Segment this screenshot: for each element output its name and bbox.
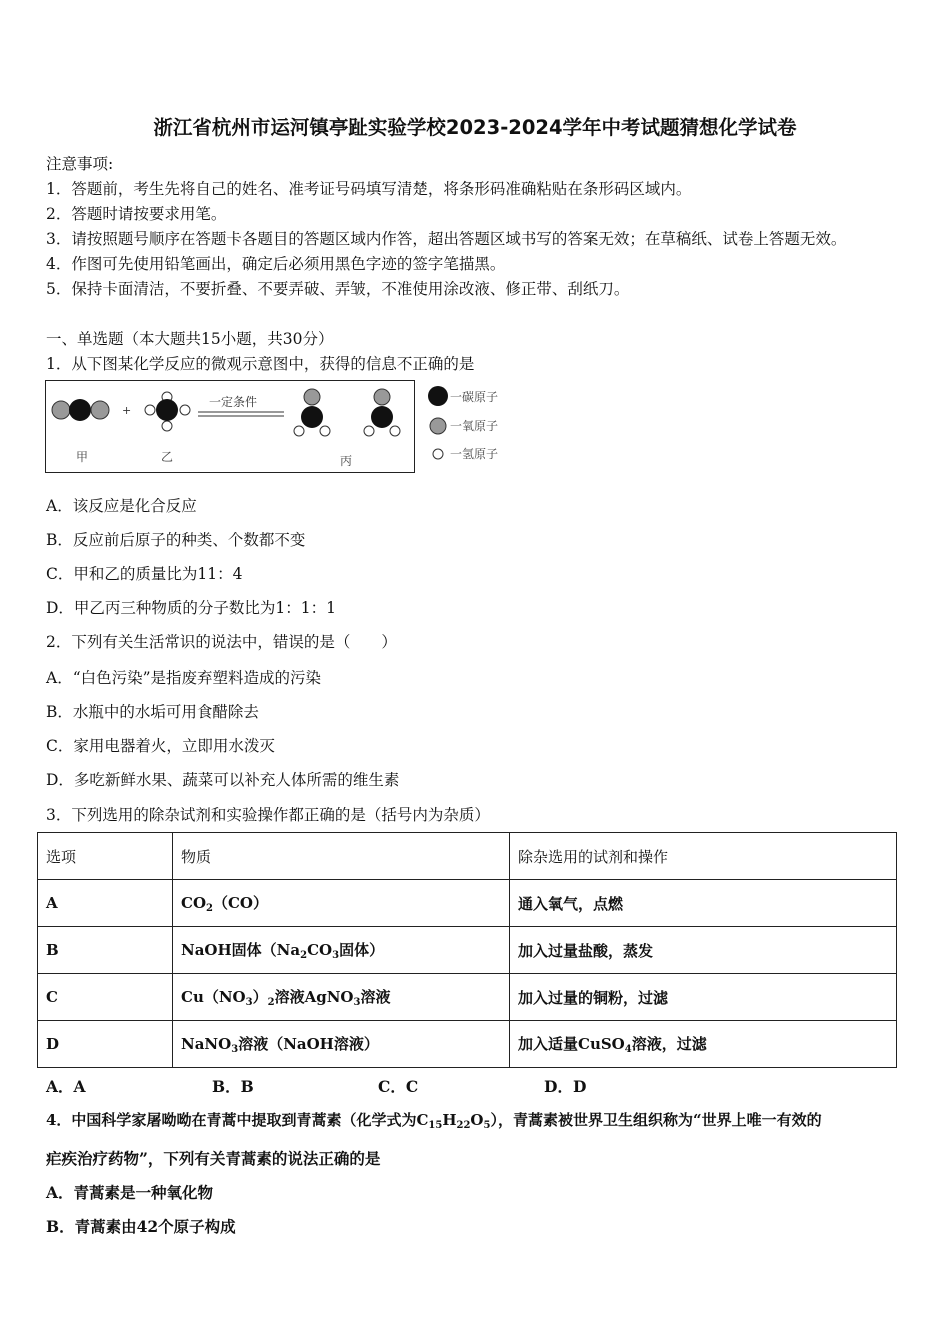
option-cell: A [38, 880, 173, 927]
molecule-diagram [46, 381, 414, 472]
notice-item: 1．答题前，考生先将自己的姓名、准考证号码填写清楚，将条形码准确粘贴在条形码区域内。 [46, 180, 692, 198]
carbon-atom [156, 399, 178, 421]
option-cell: C [38, 974, 173, 1021]
option: A．该反应是化合反应 [46, 497, 197, 515]
notice-item: 4．作图可先使用铅笔画出，确定后必须用黑色字迹的签字笔描黑。 [46, 255, 506, 273]
label-yi: 乙 [161, 450, 174, 464]
notice-item: 2．答题时请按要求用笔。 [46, 205, 227, 223]
hydrogen-atom [162, 421, 172, 431]
oxygen-atom [91, 401, 109, 419]
operation-cell: 加入过量的铜粉，过滤 [510, 974, 897, 1021]
choice: C．C [378, 1077, 419, 1096]
hydrogen-legend-icon [433, 449, 443, 459]
option: B．水瓶中的水垢可用食醋除去 [46, 703, 259, 721]
plus-sign: + [122, 404, 132, 417]
option: D．多吃新鲜水果、蔬菜可以补充人体所需的维生素 [46, 771, 400, 789]
legend-carbon: 一碳原子 [450, 390, 499, 404]
hydrogen-atom [364, 426, 374, 436]
substance-cell: NaOH固体（$Na_2CO_3$固体） [173, 927, 510, 974]
option-cell: B [38, 927, 173, 974]
oxygen-legend-icon [430, 418, 446, 434]
notice-item: 3．请按照题号顺序在答题卡各题目的答题区域内作答，超出答题区域书写的答案无效；在草稿纸、试卷上答题无效。 [46, 230, 847, 248]
table-row [38, 927, 897, 974]
question-1-stem: 1．从下图某化学反应的微观示意图中，获得的信息不正确的是 [46, 355, 475, 373]
carbon-atom [69, 399, 91, 421]
option: C．甲和乙的质量比为11：4 [46, 565, 243, 583]
hydrogen-atom [294, 426, 304, 436]
label-jia: 甲 [76, 450, 89, 464]
question-2-stem: 2．下列有关生活常识的说法中，错误的是（ ） [46, 633, 397, 651]
choice: D．D [544, 1077, 587, 1096]
oxygen-atom [304, 389, 320, 405]
page-title: 浙江省杭州市运河镇亭趾实验学校2023-2024学年中考试题猜想化学试卷 [153, 116, 797, 139]
hydrogen-atom [145, 405, 155, 415]
carbon-atom [301, 406, 323, 428]
condition-label: 一定条件 [209, 395, 258, 409]
carbon-legend-icon [428, 386, 448, 406]
atom-legend [427, 383, 537, 473]
option-cell: D [38, 1021, 173, 1068]
answer-choices [46, 1075, 710, 1097]
substance-cell: NaNO$_3$溶液（NaOH溶液） [173, 1021, 510, 1068]
notice-heading: 注意事项: [46, 155, 114, 173]
option: B．反应前后原子的种类、个数都不变 [46, 531, 306, 549]
option: A．“白色污染”是指废弃塑料造成的污染 [46, 669, 322, 687]
reaction-diagram [45, 380, 415, 473]
legend-hydrogen: 一氢原子 [450, 447, 499, 461]
hydrogen-atom [390, 426, 400, 436]
operation-cell: 加入过量盐酸，蒸发 [510, 927, 897, 974]
operation-cell: 加入适量CuSO$_4$溶液，过滤 [510, 1021, 897, 1068]
table-header-row [38, 833, 897, 880]
legend-oxygen: 一氧原子 [450, 419, 499, 433]
header-cell: 物质 [173, 833, 510, 880]
hydrogen-atom [180, 405, 190, 415]
oxygen-atom [374, 389, 390, 405]
question-4-stem: 4．中国科学家屠呦呦在青蒿中提取到青蒿素（化学式为$C_{15}H_{22}O_5$），青蒿素被世界卫生组织称为“世界上唯一有效的 [46, 1111, 822, 1131]
option: A．青蒿素是一种氧化物 [46, 1183, 214, 1202]
header-cell: 除杂选用的试剂和操作 [510, 833, 897, 880]
choice: A．A [46, 1077, 86, 1096]
table-row [38, 974, 897, 1021]
header-cell: 选项 [38, 833, 173, 880]
table-row [38, 1021, 897, 1068]
operation-cell: 通入氧气，点燃 [510, 880, 897, 927]
table-row [38, 880, 897, 927]
option: B．青蒿素由42个原子构成 [46, 1217, 236, 1236]
substance-cell: $CO_2(CO)$ [173, 880, 510, 927]
option: C．家用电器着火，立即用水泼灭 [46, 737, 275, 755]
question-4-stem-line2: 疟疾治疗药物”，下列有关青蒿素的说法正确的是 [46, 1149, 381, 1168]
oxygen-atom [52, 401, 70, 419]
impurity-table [37, 832, 897, 1068]
option: D．甲乙丙三种物质的分子数比为1：1：1 [46, 599, 337, 617]
label-bing: 丙 [340, 454, 353, 468]
substance-cell: $Cu(NO_3)_2$溶液AgNO$_3$溶液 [173, 974, 510, 1021]
section-heading: 一、单选题（本大题共15小题，共30分） [46, 330, 334, 348]
choice: B．B [212, 1077, 254, 1096]
hydrogen-atom [320, 426, 330, 436]
question-3-stem: 3．下列选用的除杂试剂和实验操作都正确的是（括号内为杂质） [46, 806, 490, 824]
notice-item: 5．保持卡面清洁，不要折叠、不要弄破、弄皱，不准使用涂改液、修正带、刮纸刀。 [46, 280, 630, 298]
carbon-atom [371, 406, 393, 428]
